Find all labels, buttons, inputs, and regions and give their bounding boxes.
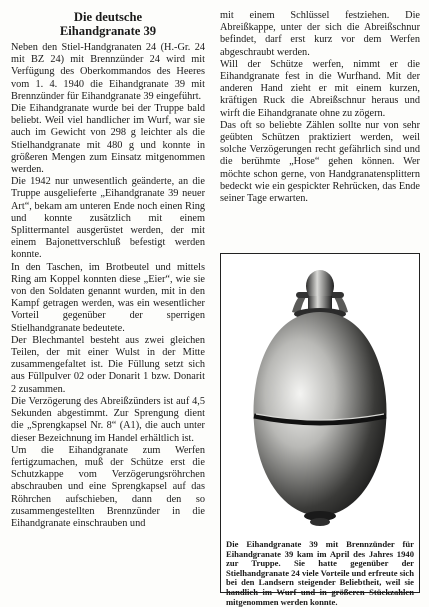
right-column bbox=[220, 10, 420, 205]
paragraph: In den Taschen, im Brotbeutel und mittels Ring am Koppel konnten diese „Eier“, wie sie von den Soldaten genannt wurden, mit in den Kampf getragen werden, was ein wesentlicher Vorteil gegenüber der sperrigen Stielhandgranate bedeutete. bbox=[11, 261, 205, 334]
paragraph: Neben den Stiel-Handgranaten 24 (H.-Gr. 24 mit BZ 24) mit Brennzünder 24 wird mit Verfügung des Oberkommandos des Heeres vom 1. 4. 1940 die Eihandgranate 39 mit Brennzünder für Eihandgranate 39 eingeführt. bbox=[11, 42, 205, 102]
paragraph: Die Verzögerung des Abreißzünders ist auf 4,5 Sekunden abgestimmt. Zur Sprengung dient die „Sprengkapsel Nr. 8“ (A1), die auch unter dieser Bezeichnung im Handel erhältlich ist. bbox=[11, 395, 205, 444]
paragraph: Der Blechmantel besteht aus zwei gleichen Teilen, der mit einer Wulst in der Mitte zusammengefaltet ist. Die Füllung setzt sich aus Füllpulver 02 oder Donarit 1 bzw. Donarit 2 zusammen. bbox=[11, 334, 205, 395]
grenade-body bbox=[254, 312, 387, 516]
title-line-2: Eihandgranate 39 bbox=[59, 24, 157, 38]
paragraph: Die 1942 nur unwesentlich geänderte, an die Truppe ausgelieferte „Eihandgranate 39 neuer Art“, bekam am unteren Ende noch einen Ring und konnte zusätzlich mit einem Splittermantel ausgerüstet werden, der mit einem Bajonettverschluß befestigt werden konnte. bbox=[11, 176, 205, 261]
paragraph: mit einem Schlüssel festziehen. Die Abreißkappe, unter der sich die Abreißschnur befindet, darf erst kurz vor dem Werfen abgeschraubt werden. bbox=[220, 10, 420, 58]
left-column bbox=[11, 10, 205, 530]
figure-box bbox=[220, 253, 420, 607]
paragraph: Um die Eihandgranate zum Werfen fertigzumachen, muß der Schütze erst die Schutzkappe vom Verzögerungsröhrchen abschrauben und eine Sprengkapsel auf das Röhrchen aufschieben, dann den so zusammengestellten Brennzünder in die Eihandgranate einschrauben und bbox=[11, 444, 205, 529]
paragraph: Das oft so beliebte Zählen sollte nur von sehr geübten Schützen praktiziert werden, weil solche Verzögerungen recht gefährlich sind und die berühmte „Hose“ gehen können. Wer möchte schon gerne, von Handgranatensplittern bedeckt wie ein gespickter Rehrücken, das Ende seiner Tage erwarten. bbox=[220, 119, 420, 205]
paragraph: Will der Schütze werfen, nimmt er die Eihandgranate fest in die Wurfhand. Mit der anderen Hand zieht er mit einem kurzen, kräftigen Ruck die Abreißschnur heraus und wirft die Eihandgranate ohne zu zögern. bbox=[220, 58, 420, 119]
paragraph: Die Eihandgranate wurde bei der Truppe bald beliebt. Weil viel handlicher im Wurf, war sie auch im Gewicht von 298 g leichter als die Stielhandgranate mit 480 g und konnte in größeren Mengen zum Einsatz mitgenommen werden. bbox=[11, 103, 205, 176]
title-line-1: Die deutsche bbox=[73, 10, 143, 24]
article-title bbox=[11, 10, 205, 38]
figure-caption: Die Eihandgranate 39 mit Brennzünder für Eihandgranate 39 kam im April des Jahres 1940 zur Truppe. Sie hatte gegenüber der Stielhandgranate 24 viele Vorteile und erfreute sich bei den Landsern steigender Beliebtheit, weil sie handlich im Wurf und in größeren Stückzahlen mitgenommen werden konnte. bbox=[226, 539, 414, 607]
egg-grenade-illustration bbox=[230, 254, 410, 534]
